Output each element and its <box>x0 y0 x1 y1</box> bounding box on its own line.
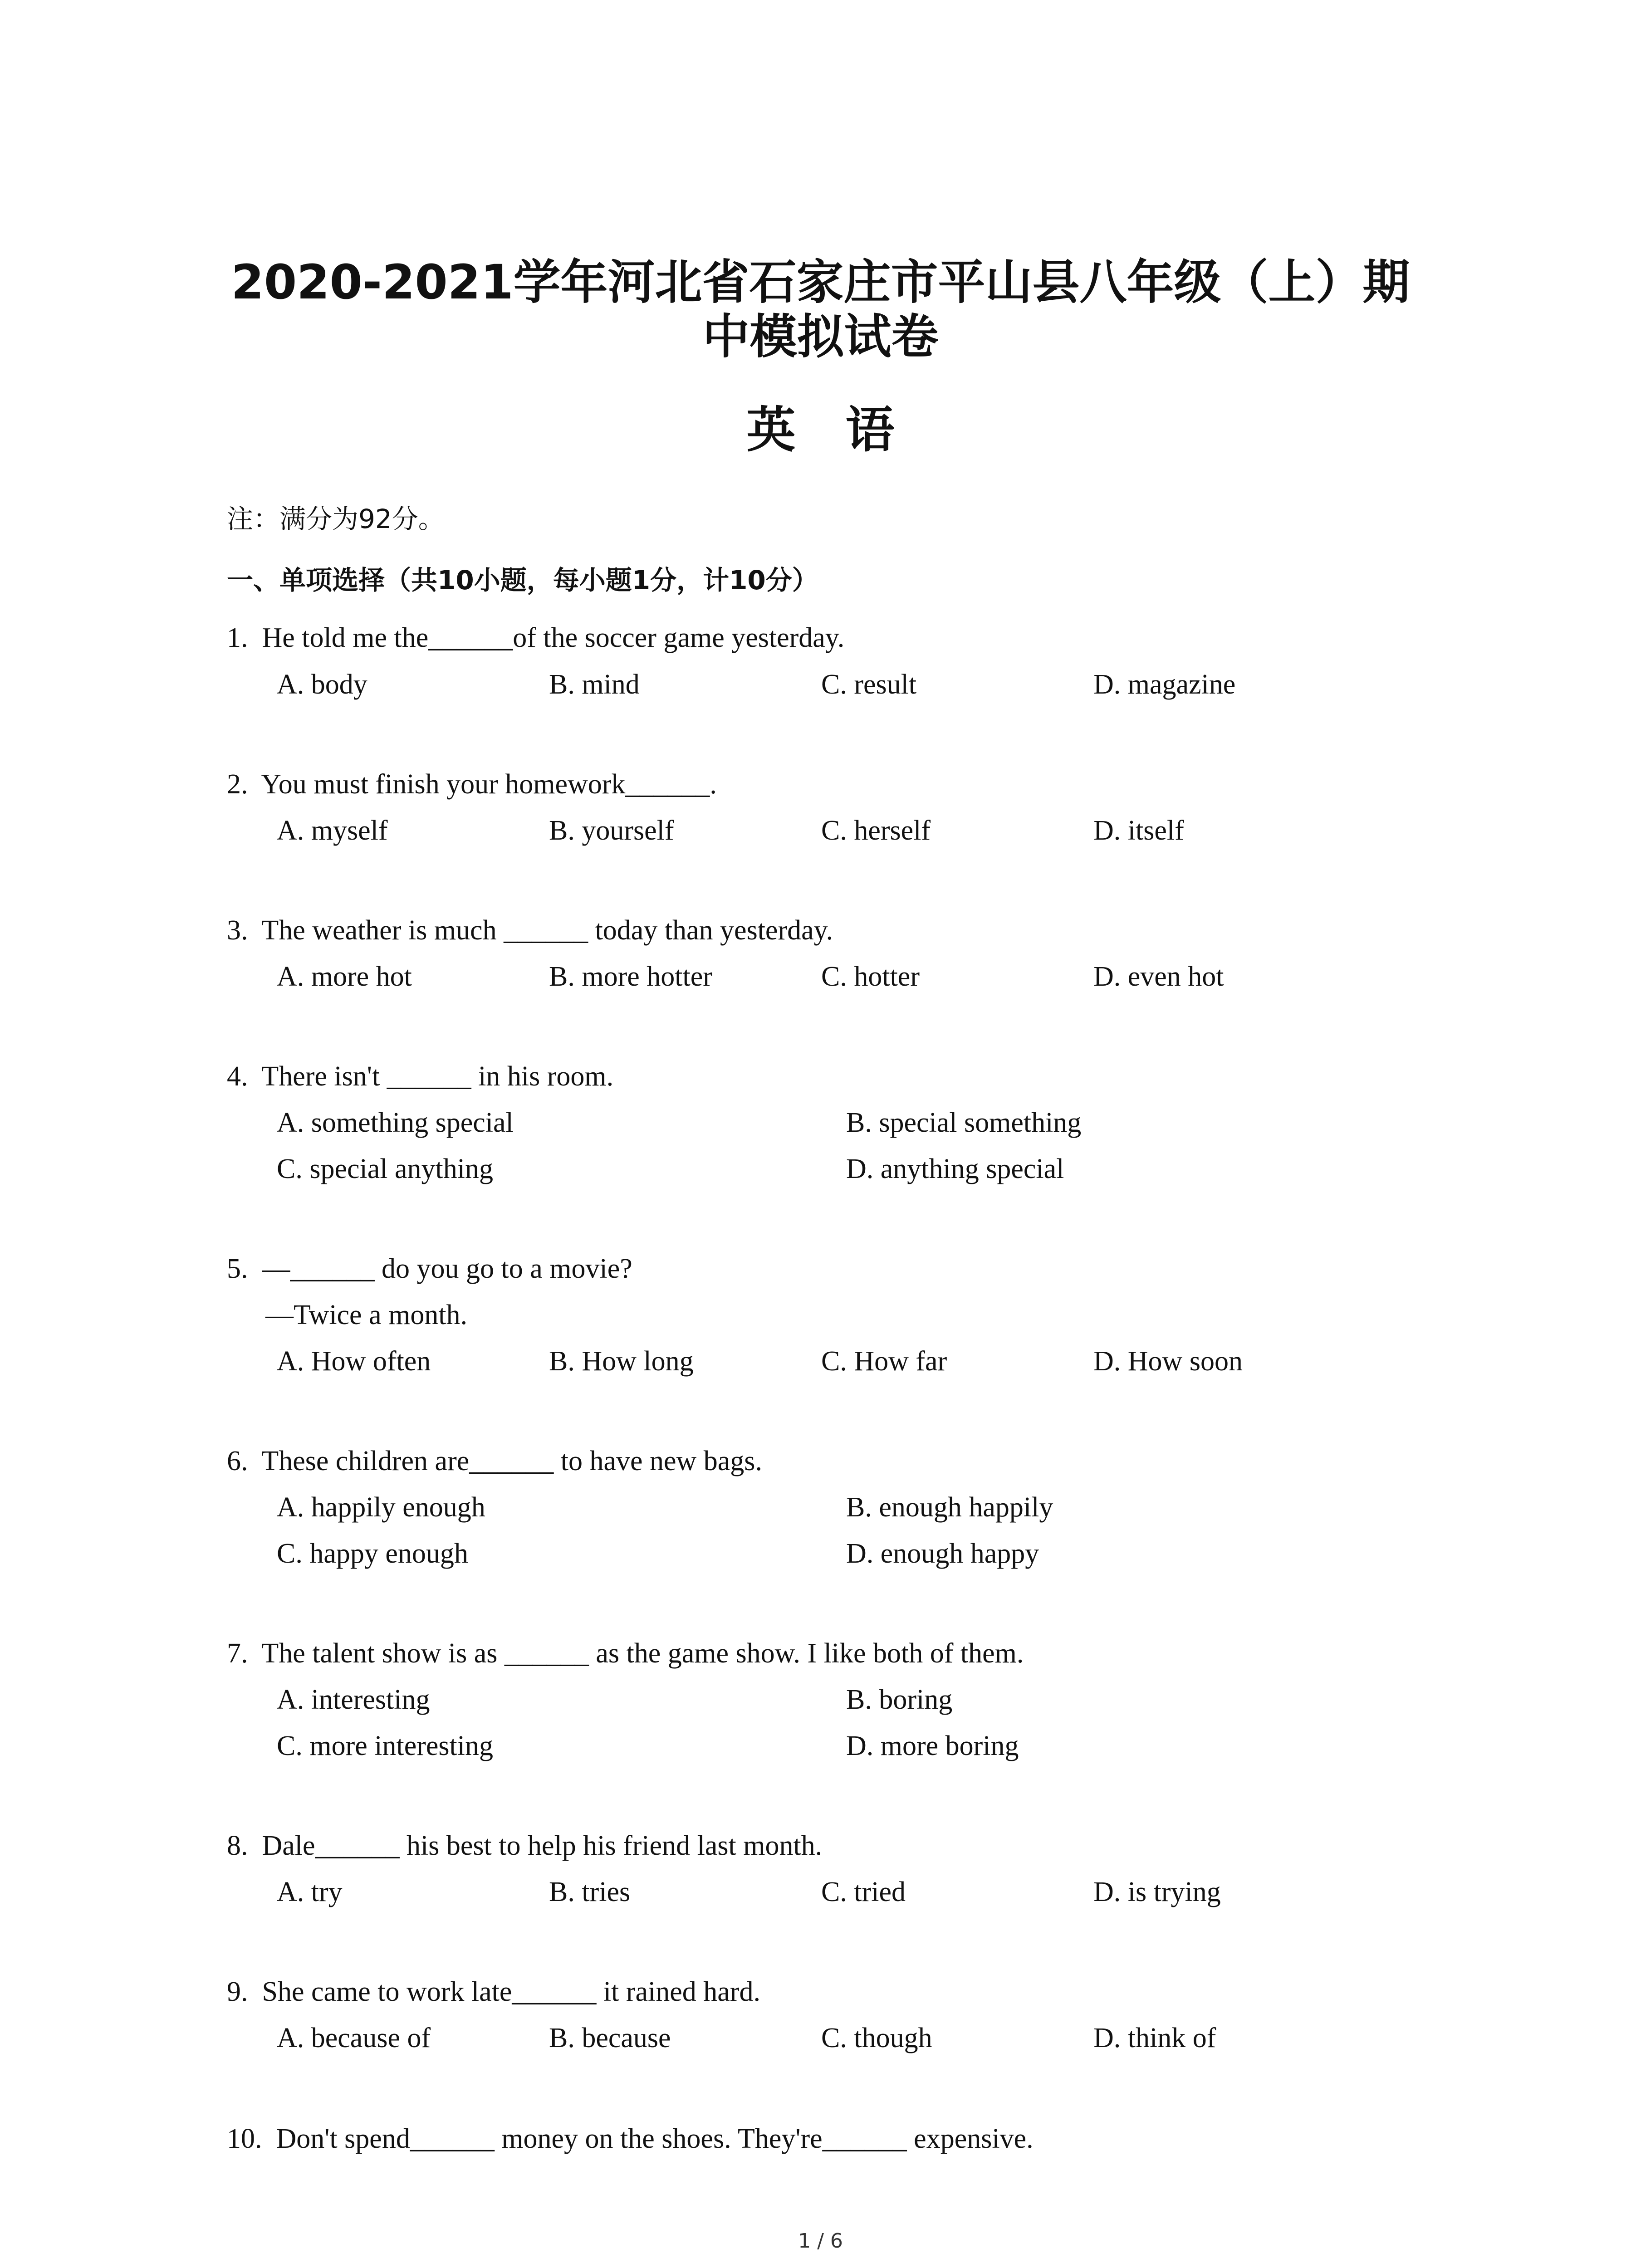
question-2-option-a: A. myself <box>277 815 388 846</box>
question-6-option-c: C. happy enough <box>277 1538 468 1569</box>
page-number: 1 / 6 <box>798 2229 843 2253</box>
question-7-text: 7. The talent show is as ______ as the game show. I like both of them. <box>227 1638 1024 1669</box>
question-4-option-a: A. something special <box>277 1107 514 1138</box>
question-7-option-c: C. more interesting <box>277 1730 493 1761</box>
question-5-option-b: B. How long <box>549 1346 694 1377</box>
question-5-option-a: A. How often <box>277 1346 431 1377</box>
question-8-option-c: C. tried <box>821 1877 906 1907</box>
question-8-option-d: D. is trying <box>1093 1877 1221 1907</box>
question-1-option-d: D. magazine <box>1093 669 1236 700</box>
section-heading: 一、单项选择（共10小题，每小题1分，计10分） <box>227 565 818 596</box>
question-2-option-c: C. herself <box>821 815 931 846</box>
question-9-option-b: B. because <box>549 2023 671 2053</box>
question-3-option-d: D. even hot <box>1093 961 1224 992</box>
question-7-option-a: A. interesting <box>277 1684 430 1715</box>
subject-heading: 英语 <box>746 402 945 459</box>
question-1-option-a: A. body <box>277 669 367 700</box>
question-4-text: 4. There isn't ______ in his room. <box>227 1061 614 1092</box>
question-5-option-c: C. How far <box>821 1346 947 1377</box>
question-9-text: 9. She came to work late______ it rained hard. <box>227 1976 760 2007</box>
question-3-text: 3. The weather is much ______ today than yesterday. <box>227 915 833 946</box>
exam-title-line-1: 2020-2021学年河北省石家庄市平山县八年级（上）期 <box>231 254 1410 310</box>
question-1-text: 1. He told me the______of the soccer game yesterday. <box>227 622 845 653</box>
question-8-text: 8. Dale______ his best to help his friend last month. <box>227 1830 823 1861</box>
question-2-option-d: D. itself <box>1093 815 1184 846</box>
question-10-text: 10. Don't spend______ money on the shoes. They're______ expensive. <box>227 2123 1034 2154</box>
question-1-option-b: B. mind <box>549 669 640 700</box>
exam-title-line-2: 中模拟试卷 <box>702 309 939 364</box>
question-9-option-c: C. though <box>821 2023 932 2053</box>
question-3-option-c: C. hotter <box>821 961 920 992</box>
question-5-reply: —Twice a month. <box>265 1300 468 1330</box>
question-3-option-b: B. more hotter <box>549 961 712 992</box>
question-1-option-c: C. result <box>821 669 917 700</box>
question-6-option-b: B. enough happily <box>846 1492 1053 1523</box>
question-2-option-b: B. yourself <box>549 815 674 846</box>
question-3-option-a: A. more hot <box>277 961 412 992</box>
question-5-text: 5. —______ do you go to a movie? <box>227 1253 632 1284</box>
question-7-option-b: B. boring <box>846 1684 953 1715</box>
question-9-option-a: A. because of <box>277 2023 431 2053</box>
question-9-option-d: D. think of <box>1093 2023 1216 2053</box>
question-6-option-d: D. enough happy <box>846 1538 1039 1569</box>
question-2-text: 2. You must finish your homework______. <box>227 769 717 800</box>
question-4-option-d: D. anything special <box>846 1154 1064 1184</box>
question-8-option-a: A. try <box>277 1877 343 1907</box>
question-6-option-a: A. happily enough <box>277 1492 485 1523</box>
question-7-option-d: D. more boring <box>846 1730 1019 1761</box>
question-6-text: 6. These children are______ to have new bags. <box>227 1446 762 1476</box>
question-4-option-b: B. special something <box>846 1107 1082 1138</box>
question-4-option-c: C. special anything <box>277 1154 493 1184</box>
score-note: 注：满分为92分。 <box>227 503 445 534</box>
question-5-option-d: D. How soon <box>1093 1346 1243 1377</box>
question-8-option-b: B. tries <box>549 1877 631 1907</box>
